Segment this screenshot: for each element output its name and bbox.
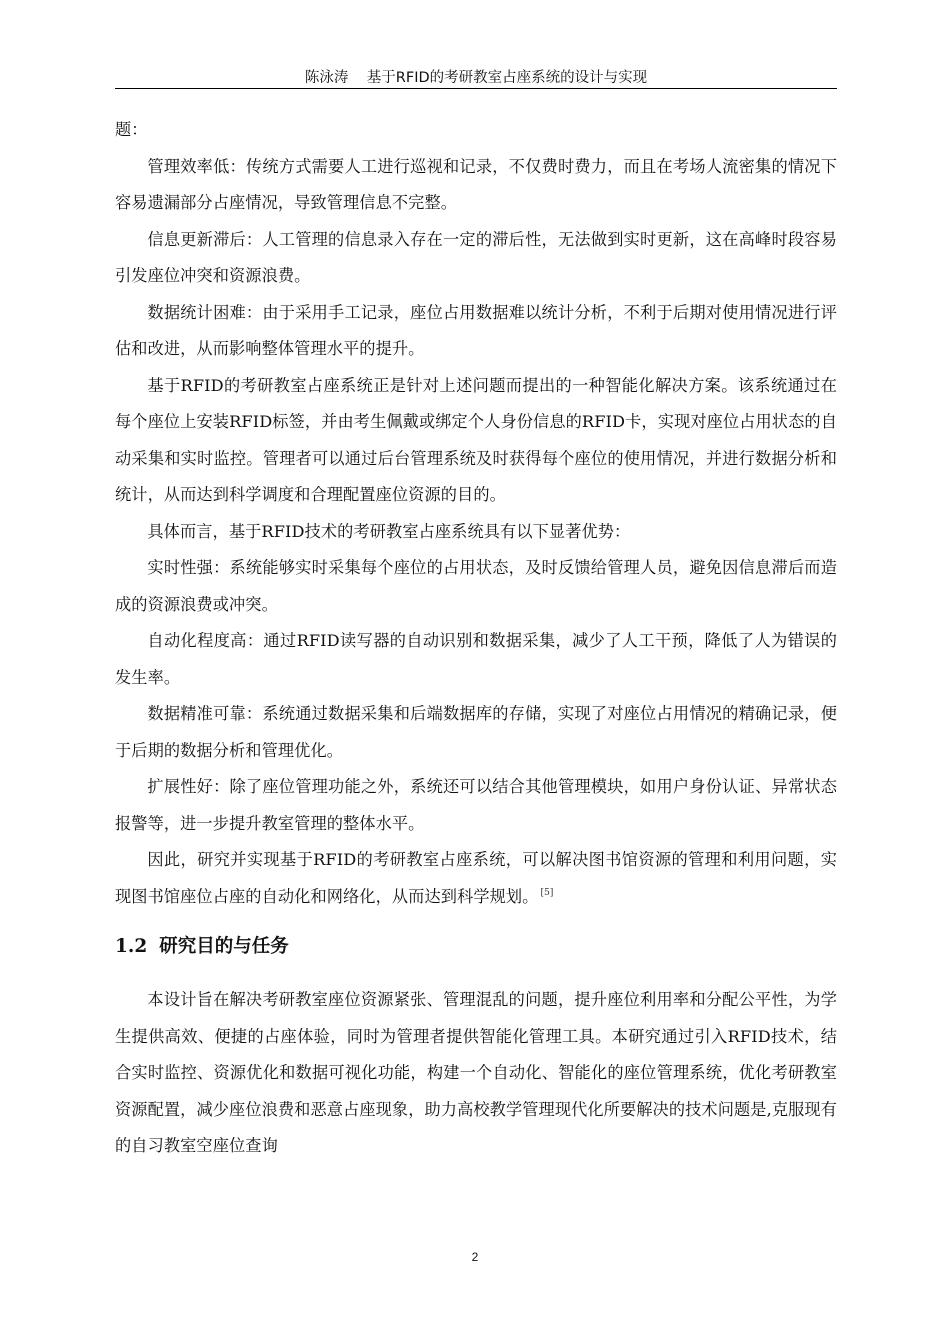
paragraph: 管理效率低：传统方式需要人工进行巡视和记录，不仅费时费力，而且在考场人流密集的情况下容易遗漏部分占座情况，导致管理信息不完整。 [115, 156, 837, 212]
body-text [115, 112, 837, 1165]
running-header [115, 69, 837, 87]
paragraph: 数据精准可靠：系统通过数据采集和后端数据库的存储，实现了对座位占用情况的精确记录，便于后期的数据分析和管理优化。 [115, 704, 837, 760]
header-rule [115, 88, 837, 89]
header-author: 陈泳涛 [304, 70, 349, 86]
section-number: 1.2 [115, 936, 148, 957]
paragraph: 基于RFID的考研教室占座系统正是针对上述问题而提出的一种智能化解决方案。该系统通过在每个座位上安装RFID标签，并由考生佩戴或绑定个人身份信息的RFID卡，实现对座位占用状态的自动采集和实时监控。管理者可以通过后台管理系统及时获得每个座位的使用情况，并进行数据分析和统计，从而达到科学调度和合理配置座位资源的目的。 [115, 375, 837, 504]
citation-marker: [5] [540, 887, 554, 898]
header-title: 基于RFID的考研教室占座系统的设计与实现 [366, 70, 648, 86]
section-paragraph: 本设计旨在解决考研教室座位资源紧张、管理混乱的问题，提升座位利用率和分配公平性，为学生提供高效、便捷的占座体验，同时为管理者提供智能化管理工具。本研究通过引入RFID技术，结合实时监控、资源优化和数据可视化功能，构建一个自动化、智能化的座位管理系统，优化考研教室资源配置，减少座位浪费和恶意占座现象，助力高校教学管理现代化所要解决的技术问题是,克服现有的自习教室空座位查询 [115, 990, 837, 1155]
paragraph: 题： [115, 120, 148, 139]
paragraph: 实时性强：系统能够实时采集每个座位的占用状态，及时反馈给管理人员，避免因信息滞后而造成的资源浪费或冲突。 [115, 558, 837, 614]
section-title: 研究目的与任务 [159, 936, 289, 957]
paragraph: 自动化程度高：通过RFID读写器的自动识别和数据采集，减少了人工干预，降低了人为错误的发生率。 [115, 631, 837, 687]
paragraph: 具体而言，基于RFID技术的考研教室占座系统具有以下显著优势： [147, 521, 631, 541]
closing-paragraph [115, 842, 837, 915]
section-heading [115, 933, 837, 961]
page-number: 2 [471, 1250, 479, 1264]
paragraph: 信息更新滞后：人工管理的信息录入存在一定的滞后性，无法做到实时更新，这在高峰时段容易引发座位冲突和资源浪费。 [115, 229, 837, 285]
paragraph: 数据统计困难：由于采用手工记录，座位占用数据难以统计分析，不利于后期对使用情况进行评估和改进，从而影响整体管理水平的提升。 [115, 302, 837, 358]
paragraph: 扩展性好：除了座位管理功能之外，系统还可以结合其他管理模块，如用户身份认证、异常状态报警等，进一步提升教室管理的整体水平。 [115, 777, 837, 833]
closing-paragraph-text: 因此，研究并实现基于RFID的考研教室占座系统，可以解决图书馆资源的管理和利用问题，实现图书馆座位占座的自动化和网络化，从而达到科学规划。 [115, 850, 837, 906]
